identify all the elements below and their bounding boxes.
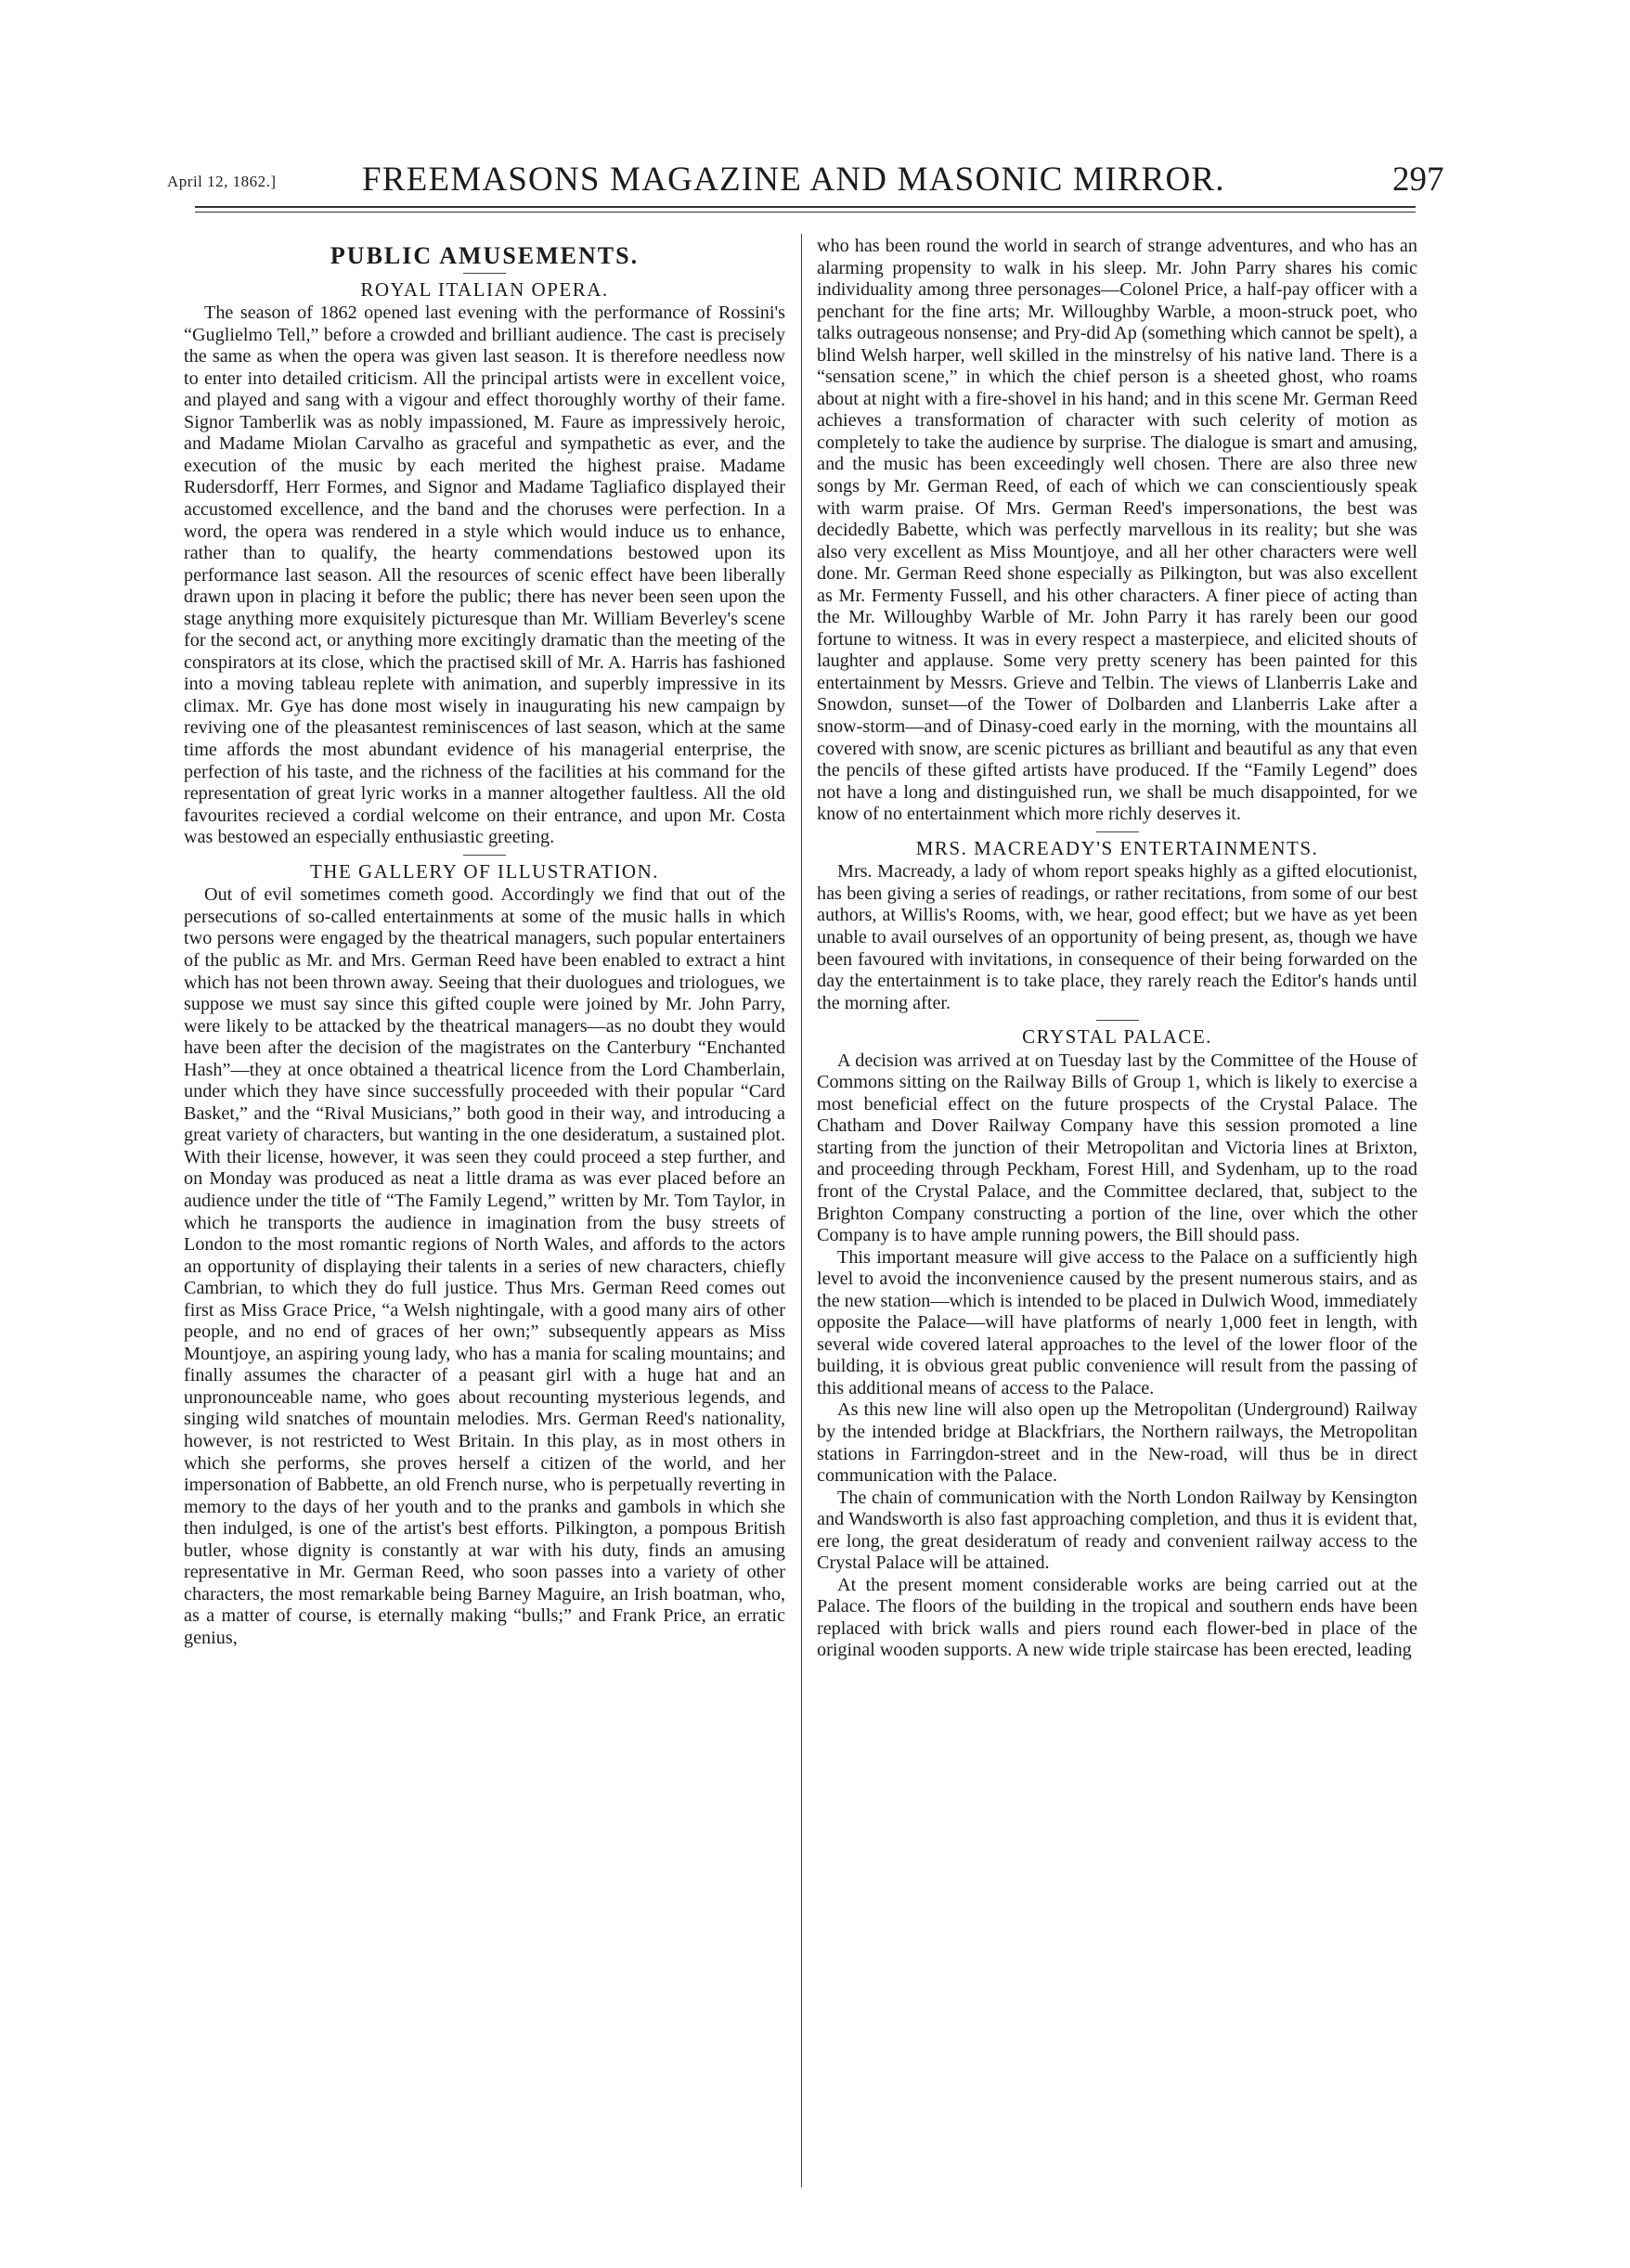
section-title: PUBLIC AMUSEMENTS. bbox=[330, 242, 640, 269]
article-title-macready: MRS. MACREADY'S ENTERTAINMENTS. bbox=[915, 836, 1319, 859]
article-separator bbox=[463, 855, 506, 856]
left-column bbox=[184, 241, 785, 1649]
right-column bbox=[817, 236, 1417, 1662]
article-title-crystal: CRYSTAL PALACE. bbox=[1022, 1025, 1212, 1049]
page-number: 297 bbox=[1392, 161, 1444, 199]
article-paragraph: This important measure will give access to the Palace on a sufficiently high level to avoid the inconvenience caused by the present numerous stairs, and as the new station—which is intended to be placed in Dulwich Wood, immediately opposite the Palace—will have platforms of nearly 1,000 feet in length, with several wide covered lateral approaches to the level of the lower floor of the building, it is obvious great public convenience will result from the passing of this additional means of access to the Palace. bbox=[817, 1246, 1417, 1398]
article-title-opera: ROYAL ITALIAN OPERA. bbox=[360, 277, 609, 301]
issue-date: April 12, 1862.] bbox=[167, 173, 277, 190]
header-rule-thin bbox=[195, 212, 1416, 213]
magazine-title: FREEMASONS MAGAZINE AND MASONIC MIRROR. bbox=[362, 161, 1225, 199]
article-paragraph-continued: who has been round the world in search of strange adventures, and who has an alarming propensity to walk in his sleep. Mr. John Parry shares his comic individuality among three personages—Colonel Price, a half-pay officer with a penchant for the fine arts; Mr. Willoughby Warble, a moon-struck poet, who talks outrageous nonsense; and Pry-did Ap (something which cannot be spelt), a blind Welsh harper, well skilled in the minstrelsy of his native land. There is a “sensation scene,” in which the chief person is a sheeted ghost, who roams about at night with a fire-shovel in his hand; and in this scene Mr. German Reed achieves a transformation of character with such celerity of motion as completely to take the audience by surprise. The dialogue is smart and amusing, and the music has been exceedingly well chosen. There are also three new songs by Mr. German Reed, of each of which we can conscientiously speak with warm praise. Of Mrs. German Reed's impersonations, the best was decidedly Babette, which was perfectly marvellous in its reality; but she was also very excellent as Miss Mountjoye, and all her other characters were well done. Mr. German Reed shone especially as Pilkington, but was also excellent as Mr. Fermenty Fussell, and his other characters. A finer piece of acting than the Mr. Willoughby Warble of Mr. John Parry it has rarely been our good fortune to witness. It was in every respect a masterpiece, and elicited shouts of laughter and applause. Some very pretty scenery has been painted for this entertainment by Messrs. Grieve and Telbin. The views of Llanberris Lake and Snowdon, sunset—of the Tower of Dolbarden and Llanberris Lake after a snow-storm—and of Dinasy-coed early in the morning, with the mountains all covered with snow, are scenic pictures as brilliant and beautiful as any that even the pencils of these gifted artists have produced. If the “Family Legend” does not have a long and distinguished run, we shall be much disappointed, for we know of no entertainment which more richly deserves it. bbox=[817, 236, 1417, 825]
article-paragraph: Out of evil sometimes cometh good. Accordingly we find that out of the persecutions of so-called entertainments at some of the music halls in which two persons were engaged by the theatrical managers, such popular entertainers of the public as Mr. and Mrs. German Reed have been enabled to extract a hint which has not been thrown away. Seeing that their duologues and triologues, we suppose we must say since this gifted couple were joined by Mr. John Parry, were likely to be attacked by the theatrical managers—as no doubt they would have been after the decision of the magistrates on the Canterbury “Enchanted Hash”—they at once obtained a theatrical licence from the Lord Chamberlain, under which they have since successfully proceeded with their popular “Card Basket,” and the “Rival Musicians,” both good in their way, and introducing a great variety of characters, but wanting in the one desideratum, a sustained plot. With their license, however, it was seen they could proceed a step further, and on Monday was produced as neat a little drama as was ever placed before an audience under the title of “The Family Legend,” written by Mr. Tom Taylor, in which he transports the audience in imagination from the busy streets of London to the most romantic regions of North Wales, and affords to the actors an opportunity of displaying their talents in a series of new characters, chiefly Cambrian, to which they do full justice. Thus Mrs. German Reed comes out first as Miss Grace Price, “a Welsh nightingale, with a good many airs of other people, and no end of graces of her own;” subsequently appears as Miss Mountjoye, an aspiring young lady, who has a mania for scaling mountains; and finally assumes the character of a peasant girl with a huge hat and an unpronounceable name, who goes about recounting mysterious legends, and singing wild snatches of mountain melodies. Mrs. German Reed's nationality, however, is not restricted to West Britain. In this play, as in most others in which she performs, she proves herself a citizen of the world, and her impersonation of Babbette, an old French nurse, who is perpetually reverting in memory to the days of her youth and to the pranks and gambols in which she then indulged, is one of the artist's best efforts. Pilkington, a pompous British butler, whose dignity is constantly at war with his duty, finds an amusing representative in Mr. German Reed, who soon passes into a variety of other characters, the most remarkable being Barney Maguire, an Irish boatman, who, as a matter of course, is eternally making “bulls;” and Frank Price, an erratic genius, bbox=[184, 884, 785, 1648]
article-paragraph: The chain of communication with the North London Railway by Kensington and Wandsworth is also fast approaching completion, and thus it is evident that, ere long, the great desideratum of ready and convenient railway access to the Crystal Palace will be attained. bbox=[817, 1487, 1417, 1574]
article-paragraph: The season of 1862 opened last evening with the performance of Rossini's “Guglielmo Tell,” before a crowded and brilliant audience. The cast is precisely the same as when the opera was given last season. It is therefore needless now to enter into detailed criticism. All the principal artists were in excellent voice, and played and sang with a vigour and effect thoroughly worthy of their fame. Signor Tamberlik was as nobly impassioned, M. Faure as impressively heroic, and Madame Miolan Carvalho as graceful and sympathetic as ever, and the execution of the music by each merited the highest praise. Madame Rudersdorff, Herr Formes, and Signor and Madame Tagliafico displayed their accustomed excellence, and the band and the choruses were perfection. In a word, the opera was rendered in a style which would induce us to enhance, rather than to qualify, the hearty commendations bestowed upon its performance last season. All the resources of scenic effect have been liberally drawn upon in placing it before the public; there has never been seen upon the stage anything more exquisitely picturesque than Mr. William Beverley's scene for the second act, or anything more excitingly dramatic than the meeting of the conspirators at its close, which the practised skill of Mr. A. Harris has fashioned into a moving tableau replete with animation, and superbly impressive in its climax. Mr. Gye has done most wisely in inaugurating his new campaign by reviving one of the pleasantest reminiscences of last season, which at the same time affords the most abundant evidence of his managerial enterprise, the perfection of his taste, and the richness of the facilities at his command for the representation of great lyric works in a manner altogether faultless. All the old favourites recieved a cordial welcome on their entrance, and upon Mr. Costa was bestowed an especially enthusiastic greeting. bbox=[184, 303, 785, 848]
article-separator bbox=[1096, 831, 1139, 832]
column-divider bbox=[801, 234, 802, 2187]
article-paragraph: A decision was arrived at on Tuesday last by the Committee of the House of Commons sitting on the Railway Bills of Group 1, which is likely to exercise a most beneficial effect on the future prospects of the Crystal Palace. The Chatham and Dover Railway Company have this session promoted a line starting from the junction of their Metropolitan and Victoria lines at Brixton, and proceeding through Peckham, Forest Hill, and Sydenham, up to the road front of the Crystal Palace, and the Committee declared, that, subject to the Brighton Company constructing a portion of the line, over which the other Company is to have ample running powers, the Bill should pass. bbox=[817, 1050, 1417, 1246]
article-separator bbox=[1096, 1020, 1139, 1021]
header-rule bbox=[195, 206, 1416, 208]
article-title-gallery: THE GALLERY OF ILLUSTRATION. bbox=[309, 859, 660, 883]
article-paragraph: Mrs. Macready, a lady of whom report speaks highly as a gifted elocutionist, has been giving a series of readings, or rather recitations, from some of our best authors, at Willis's Rooms, with, we hear, good effect; but we have as yet been unable to avail ourselves of an opportunity of being present, as, though we have been favoured with invitations, in consequence of their being forwarded on the day the entertainment is to take place, they rarely reach the Editor's hands until the morning after. bbox=[817, 861, 1417, 1013]
article-paragraph: As this new line will also open up the Metropolitan (Underground) Railway by the intended bridge at Blackfriars, the Northern railways, the Metropolitan stations in Farringdon-street and in the New-road, will thus be in direct communication with the Palace. bbox=[817, 1399, 1417, 1487]
title-rule bbox=[463, 273, 506, 274]
article-paragraph: At the present moment considerable works are being carried out at the Palace. The floors of the building in the tropical and southern ends have been replaced with brick walls and piers round each flower-bed in place of the original wooden supports. A new wide triple staircase has been erected, leading bbox=[817, 1574, 1417, 1661]
